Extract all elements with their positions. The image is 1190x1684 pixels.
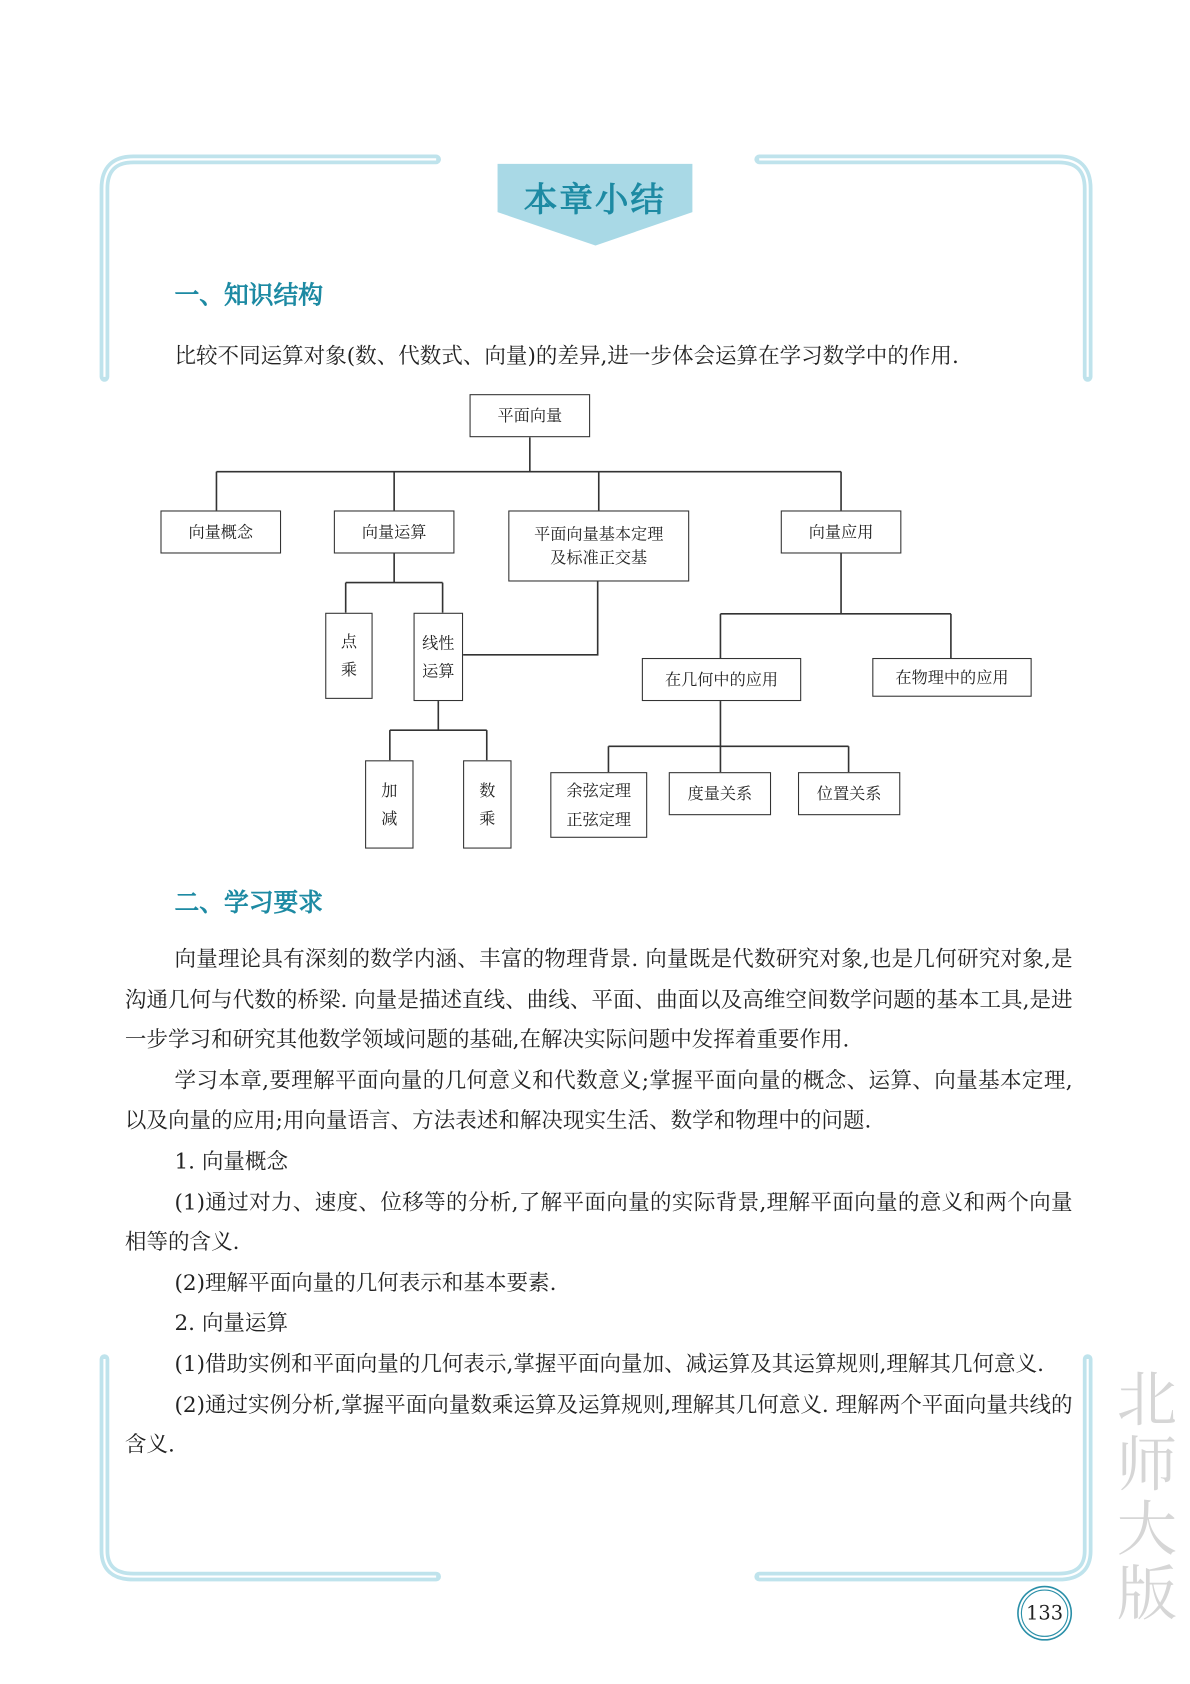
section-intro: 比较不同运算对象(数、代数式、向量)的差异,进一步体会运算在学习数学中的作用. [174, 342, 959, 369]
watermark: 北师大版 [1107, 1367, 1178, 1627]
chapter-title: 本章小结 [523, 180, 667, 220]
node-operation: 向量运算 [334, 510, 455, 553]
node-physics: 在物理中的应用 [872, 658, 1031, 697]
paragraph: (2)理解平面向量的几何表示和基本要素. [174, 1269, 557, 1296]
node-application: 向量应用 [781, 510, 902, 553]
section-heading-requirements: 二、学习要求 [174, 889, 324, 918]
node-root: 平面向量 [470, 394, 591, 437]
node-linear: 线性运算 [414, 613, 464, 701]
node-position: 位置关系 [798, 772, 900, 815]
subheading: 1. 向量概念 [174, 1147, 289, 1174]
node-dot-product: 点乘 [325, 613, 372, 699]
paragraph: (2)通过实例分析,掌握平面向量数乘运算及运算规则,理解其几何意义. 理解两个平面向量共线的含义. [124, 1390, 1073, 1458]
node-geometry: 在几何中的应用 [642, 658, 801, 701]
subheading: 2. 向量运算 [174, 1309, 289, 1336]
node-scalar: 数乘 [463, 760, 511, 848]
section-heading-knowledge-structure: 一、知识结构 [174, 282, 324, 311]
node-cos-sin: 余弦定理 正弦定理 [550, 772, 647, 838]
paragraph: 学习本章,要理解平面向量的几何意义和代数意义;掌握平面向量的概念、运算、向量基本定理,以及向量的应用;用向量语言、方法表述和解决现实生活、数学和物理中的问题. [124, 1066, 1073, 1134]
node-metric: 度量关系 [669, 772, 771, 815]
requirements-body [125, 939, 1073, 1465]
paragraph: 向量理论具有深刻的数学内涵、丰富的物理背景. 向量既是代数研究对象,也是几何研究对象,是沟通几何与代数的桥梁. 向量是描述直线、曲线、平面、曲面以及高维空间数学问题的基本工具,是进一步学习和研究其他数学领域问题的基础,在解决实际问题中发挥着重要作用. [124, 945, 1073, 1053]
paragraph: (1)借助实例和平面向量的几何表示,掌握平面向量加、减运算及其运算规则,理解其几何意义. [174, 1350, 1044, 1377]
page-number: 133 [1021, 1590, 1068, 1637]
node-theorem: 平面向量基本定理 及标准正交基 [508, 510, 689, 581]
node-concept: 向量概念 [160, 510, 281, 553]
node-add-sub: 加减 [365, 760, 413, 848]
paragraph: (1)通过对力、速度、位移等的分析,了解平面向量的实际背景,理解平面向量的意义和两个向量相等的含义. [124, 1188, 1073, 1255]
